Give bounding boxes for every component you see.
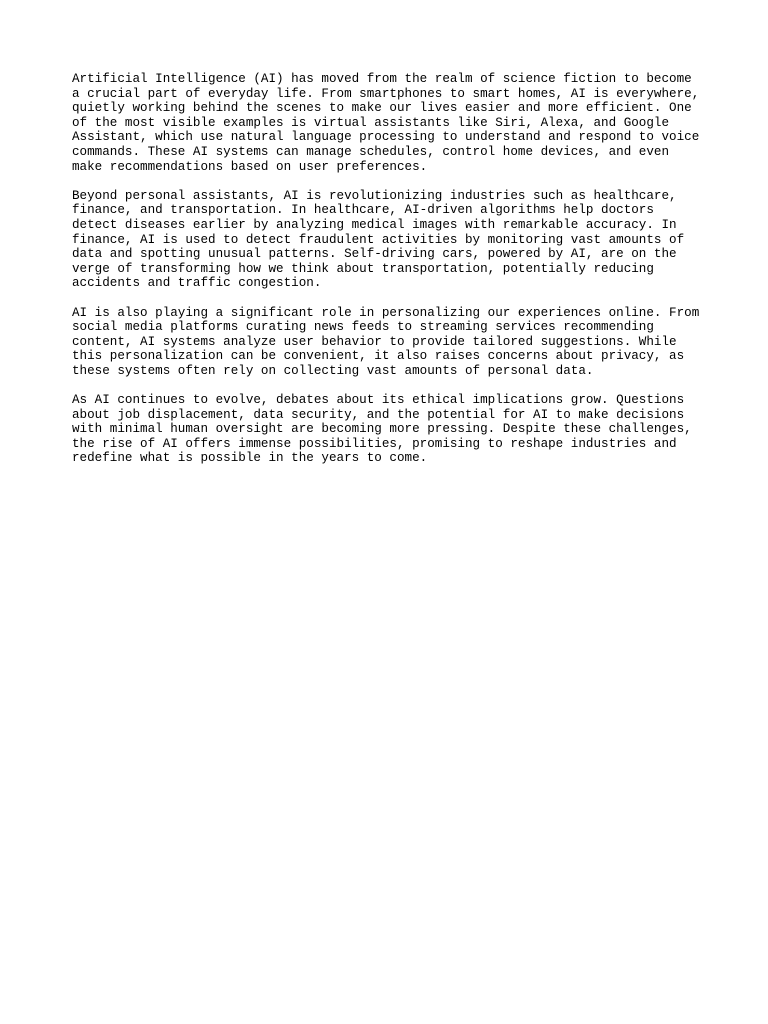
paragraph-intro: Artificial Intelligence (AI) has moved from the realm of science fiction to become a crucial part of everyday life. From smartphones to smart homes, AI is everywhere, quietly working behind the scenes to make our lives easier and more efficient. One of the most visible examples is virtual assistants like Siri, Alexa, and Google Assistant, which use natural language processing to understand and respond to voice commands. These AI systems can manage schedules, control home devices, and even make recommendations based on user preferences. [72, 72, 700, 174]
paragraph-industries: Beyond personal assistants, AI is revolutionizing industries such as healthcare, finance, and transportation. In healthcare, AI-driven algorithms help doctors detect diseases earlier by analyzing medical images with remarkable accuracy. In finance, AI is used to detect fraudulent activities by monitoring vast amounts of data and spotting unusual patterns. Self-driving cars, powered by AI, are on the verge of transforming how we think about transportation, potentially reducing accidents and traffic congestion. [72, 188, 685, 291]
paragraph-personalization: AI is also playing a significant role in personalizing our experiences online. From social media platforms curating news feeds to streaming services recommending content, AI systems analyze user behavior to provide tailored suggestions. While this personalization can be convenient, it also raises concerns about privacy, as these systems often rely on collecting vast amounts of personal data. [72, 305, 700, 378]
document-page [72, 72, 712, 481]
paragraph-ethics: As AI continues to evolve, debates about its ethical implications grow. Questions about job displacement, data security, and the potential for AI to make decisions with minimal human oversight are becoming more pressing. Despite these challenges, the rise of AI offers immense possibilities, promising to reshape industries and redefine what is possible in the years to come. [72, 393, 692, 466]
